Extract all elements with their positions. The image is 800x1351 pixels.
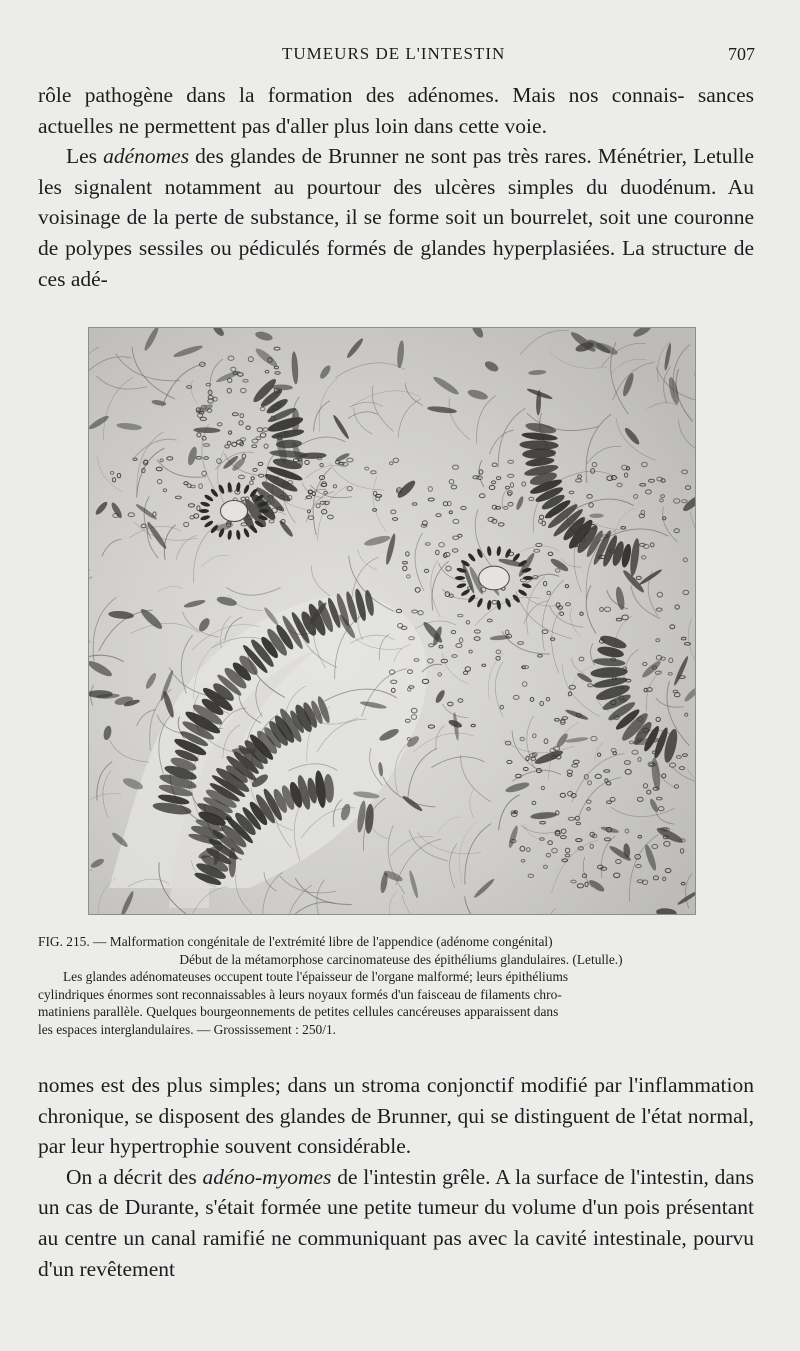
paragraph-structure: nomes est des plus simples; dans un stroma conjonctif modifié par l'inflammation chronique, se disposent des glandes de Brunner, qui se distinguent de l'état normal, par leur hypertrophie souvent considérable. <box>38 1073 754 1159</box>
caption-line: cylindriques énormes sont reconnaissables à leurs noyaux formés d'un faisceau de filaments chro- <box>38 986 562 1002</box>
running-title: TUMEURS DE L'INTESTIN <box>282 44 506 63</box>
figure-caption <box>38 933 764 1039</box>
paragraph-brunner-adenomas <box>38 141 754 294</box>
histology-illustration <box>89 328 695 914</box>
gland-lumen <box>479 566 510 590</box>
body-text-bottom <box>38 1070 754 1284</box>
body-text-top <box>38 80 754 294</box>
paragraph-continued <box>38 80 754 141</box>
caption-line: les espaces interglandulaires. — Grossissement : 250/1. <box>38 1021 337 1037</box>
gland-ring-nucleus <box>455 576 465 580</box>
text-line: sances actuelles ne permettent pas d'aller plus loin dans cette voie. <box>38 83 755 138</box>
caption-line: FIG. 215. — Malformation congénitale de l'extrémité libre de l'appendice (adénome congénital) <box>38 934 553 949</box>
gland-ring-nucleus <box>199 509 209 513</box>
text-run: On a décrit des <box>66 1164 203 1189</box>
gland-ring-nucleus <box>523 576 533 580</box>
text-run: Les <box>66 144 104 169</box>
spindle-nucleus <box>229 848 236 878</box>
running-head <box>0 40 800 68</box>
gland-ring-nucleus <box>259 509 269 513</box>
caption-line: matiniens parallèle. Quelques bourgeonnements de petites cellules cancéreuses apparaissent dans <box>38 1004 559 1020</box>
gland-lumen <box>221 501 248 522</box>
caption-line: Début de la métamorphose carcinomateuse des épithéliums glandulaires. (Letulle.) <box>179 951 623 967</box>
caption-line: Les glandes adénomateuses occupent toute l'épaisseur de l'organe malformé; leurs épithéliums <box>63 969 569 985</box>
text-run: des glandes de Brunner ne sont pas très rares. Ménétrier, Letulle les signalent notamment au pourtour des ulcères simples du duodénum. Au voisinage de la perte de substance, il se forme soit un bourrelet, soit une couronne de polypes sessiles ou pédiculés formés de glandes hyperplasiées. La structure de ces adé- <box>38 144 754 291</box>
italic-term: adénomes <box>103 144 190 169</box>
paragraph-adenomyomas <box>38 1162 754 1284</box>
italic-term: adéno-myomes <box>202 1164 332 1189</box>
text-line: rôle pathogène dans la formation des adénomes. Mais nos connais- <box>38 83 685 107</box>
histology-figure <box>88 327 696 915</box>
page-number: 707 <box>728 44 755 64</box>
text-run: de l'intestin grêle. A la surface de l'intestin, dans un cas de Durante, s'était formée une petite tumeur du volume d'un pois présentant au centre un canal ramifié ne communiquant pas avec la cavité intestinale, pourvu d'un revêtement <box>38 1164 755 1281</box>
